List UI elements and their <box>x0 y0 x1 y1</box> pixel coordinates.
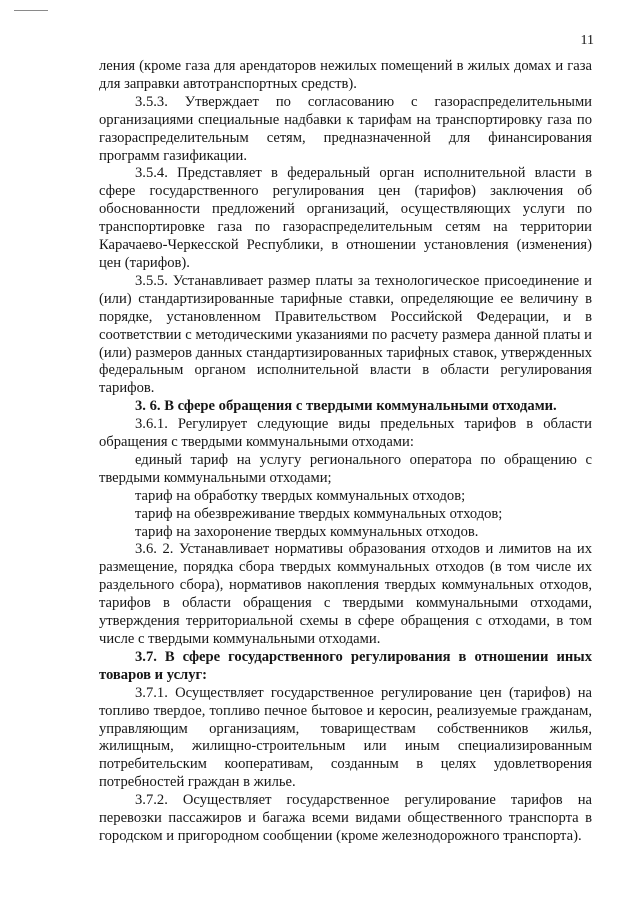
paragraph-3-6-2: 3.6. 2. Устанавливает нормативы образования отходов и лимитов на их размещение, порядка сбора твердых коммунальных отходов (в том числе их раздельного сбора), нормативов накопления твердых коммунальных отходов, тарифов в области обращения с твердыми коммунальными отходами, утверждения территориальной схемы в сфере обращения с отходами, в том числе с твердыми коммунальными отходами. <box>99 541 592 647</box>
paragraph-3-5-5: 3.5.5. Устанавливает размер платы за технологическое присоединение и (или) стандартизированные тарифные ставки, определяющие ее величину в порядке, установленном Правительством Российской Федерации, и в соответствии с методическими указаниями по расчету размера данной платы и (или) размеров данных стандартизированных тарифных ставок, утвержденных федеральным органом исполнительной власти в области регулирования тарифов. <box>99 272 592 397</box>
section-heading-3-7: 3.7. В сфере государственного регулирования в отношении иных товаров и услуг: <box>99 648 592 683</box>
paragraph-3-7-1: 3.7.1. Осуществляет государственное регулирование цен (тарифов) на топливо твердое, топливо печное бытовое и керосин, реализуемые гражданам, управляющим организациям, товариществам собственников жилья, жилищным, жилищно-строительным или иным специализированным потребительским кооперативам, созданным в целях удовлетворения потребностей граждан в жилье. <box>99 684 592 791</box>
list-item-processing-tariff: тариф на обработку твердых коммунальных отходов; <box>135 487 466 504</box>
list-item-burial-tariff: тариф на захоронение твердых коммунальных отходов. <box>135 523 479 540</box>
scan-edge-mark <box>14 10 48 11</box>
list-item-single-tariff: единый тариф на услугу регионального оператора по обращению с твердыми коммунальными отходами; <box>99 451 592 486</box>
paragraph-3-5-3: 3.5.3. Утверждает по согласованию с газораспределительными организациями специальные надбавки к тарифам на транспортировку газа по газораспределительным сетям, предназначенной для финансирования программ газификации. <box>99 93 592 164</box>
list-item-neutralization-tariff: тариф на обезвреживание твердых коммунальных отходов; <box>135 505 503 522</box>
paragraph-3-5-4: 3.5.4. Представляет в федеральный орган исполнительной власти в сфере государственного регулирования цен (тарифов) заключения об обоснованности предложений организаций, осуществляющих услуги по транспортировке газа по газораспределительным сетям на территории Карачаево-Черкесской Республики, в отношении установления (изменения) цен (тарифов). <box>99 165 592 271</box>
paragraph-3-6-1: 3.6.1. Регулирует следующие виды предельных тарифов в области обращения с твердыми коммунальными отходами: <box>99 416 592 451</box>
section-heading-3-6: 3. 6. В сфере обращения с твердыми коммунальными отходами. <box>135 398 557 415</box>
page-number: 11 <box>580 33 594 48</box>
paragraph-3-5-2-continuation: ления (кроме газа для арендаторов нежилых помещений в жилых домах и газа для заправки автотранспортных средств). <box>99 58 592 92</box>
paragraph-3-7-2: 3.7.2. Осуществляет государственное регулирование тарифов на перевозки пассажиров и багажа всеми видами общественного транспорта в городском и пригородном сообщении (кроме железнодорожного транспорта). <box>99 792 592 844</box>
document-body <box>99 58 592 846</box>
